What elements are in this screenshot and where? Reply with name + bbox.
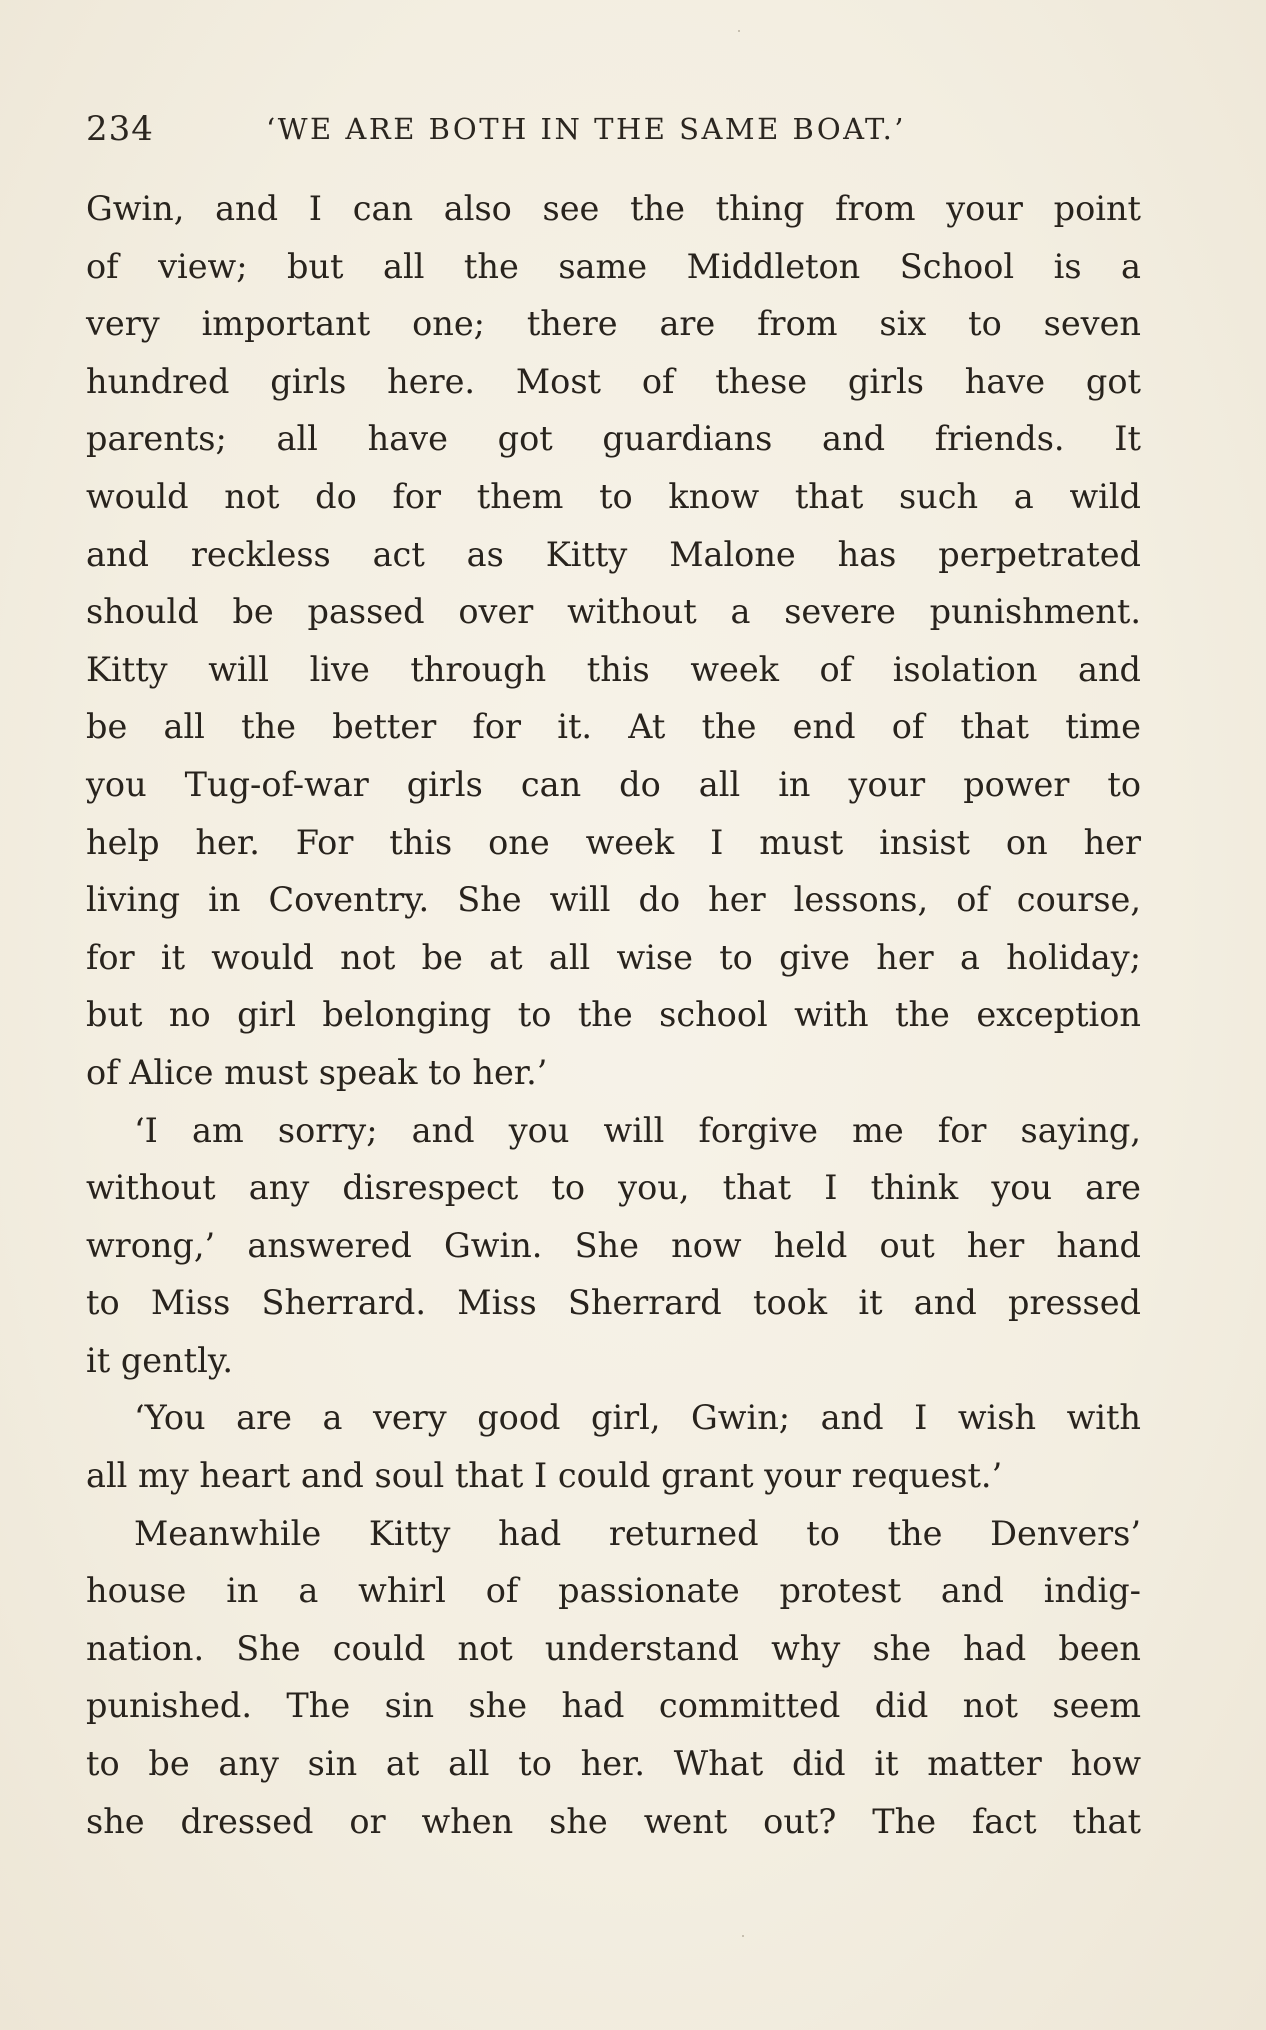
text-line: would not do for them to know that such a wild	[86, 476, 1141, 516]
text-line: and reckless act as Kitty Malone has perpetrated	[86, 534, 1141, 574]
text-line: help her. For this one week I must insist on her	[86, 822, 1141, 862]
text-line: all my heart and soul that I could grant your request.’	[86, 1456, 1003, 1496]
text-line: house in a whirl of passionate protest and indig-	[86, 1571, 1141, 1611]
text-line: without any disrespect to you, that I think you are	[86, 1168, 1141, 1208]
text-line: parents; all have got guardians and friends. It	[86, 419, 1141, 459]
text-line: Meanwhile Kitty had returned to the Denvers’	[134, 1513, 1141, 1553]
text-line: punished. The sin she had committed did not seem	[86, 1686, 1141, 1726]
text-line: very important one; there are from six to seven	[86, 304, 1141, 344]
paper-speck	[742, 1935, 744, 1937]
text-line: ‘You are a very good girl, Gwin; and I wish with	[134, 1398, 1141, 1438]
running-head: ‘WE ARE BOTH IN THE SAME BOAT.’	[266, 112, 907, 146]
text-line: but no girl belonging to the school with the exception	[86, 995, 1141, 1035]
text-line: Gwin, and I can also see the thing from your point	[86, 189, 1141, 228]
text-line: should be passed over without a severe punishment.	[86, 592, 1141, 632]
text-line: nation. She could not understand why she had been	[86, 1628, 1141, 1668]
body-text	[86, 180, 1141, 1850]
text-line: wrong,’ answered Gwin. She now held out her hand	[86, 1225, 1141, 1265]
paper-speck	[738, 30, 740, 32]
text-line: be all the better for it. At the end of that time	[86, 707, 1141, 747]
text-line: she dressed or when she went out? The fact that	[86, 1801, 1141, 1841]
page-number: 234	[86, 109, 154, 149]
text-line: to be any sin at all to her. What did it matter how	[86, 1744, 1141, 1784]
text-line: ‘I am sorry; and you will forgive me for saying,	[134, 1110, 1141, 1150]
text-line: living in Coventry. She will do her lessons, of course,	[86, 880, 1141, 920]
text-line: hundred girls here. Most of these girls have got	[86, 361, 1141, 401]
text-line: for it would not be at all wise to give her a holiday;	[86, 937, 1141, 977]
text-line: you Tug-of-war girls can do all in your power to	[86, 764, 1141, 804]
text-line: Kitty will live through this week of isolation and	[86, 649, 1141, 689]
text-line: it gently.	[86, 1340, 233, 1380]
text-line: of Alice must speak to her.’	[86, 1052, 548, 1092]
text-line: to Miss Sherrard. Miss Sherrard took it and pressed	[86, 1283, 1141, 1323]
page-header	[86, 104, 1146, 154]
text-line: of view; but all the same Middleton School is a	[86, 246, 1141, 286]
